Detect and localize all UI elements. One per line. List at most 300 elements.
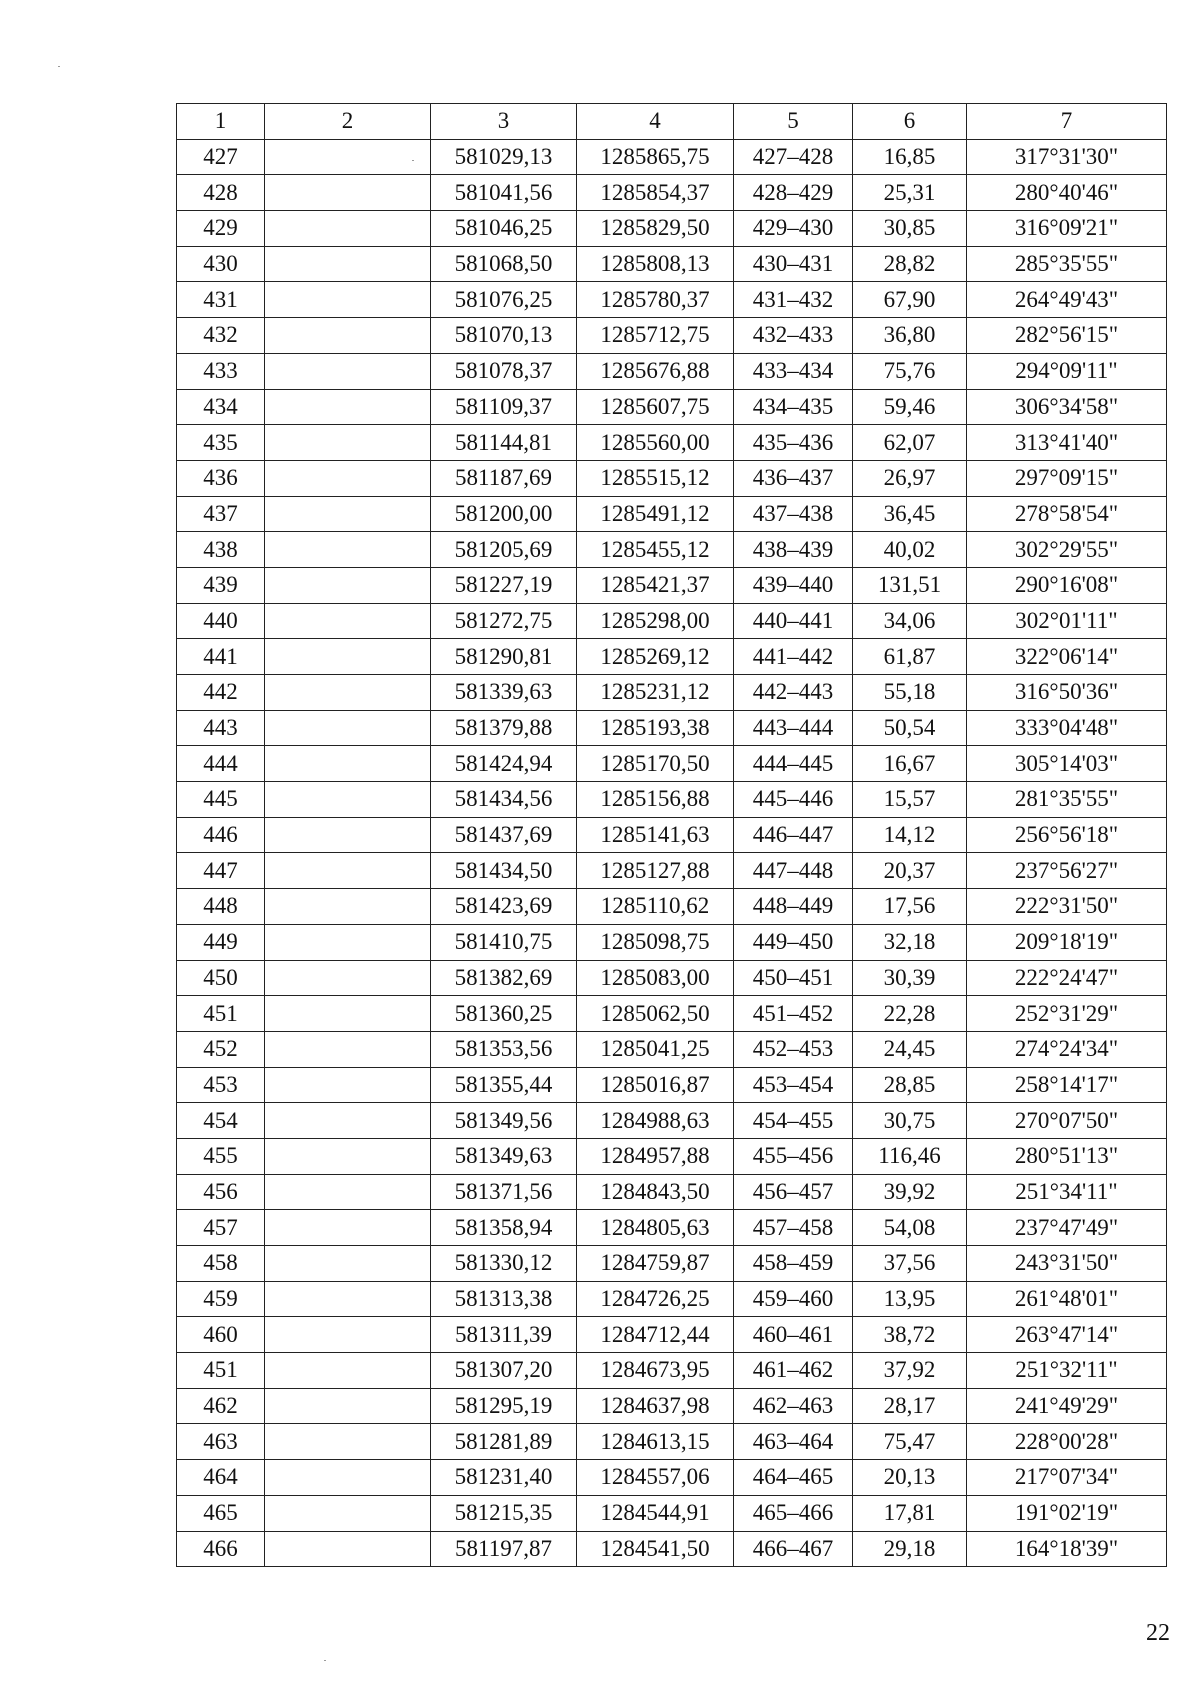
table-row bbox=[177, 496, 1167, 532]
segment-cell: 442–443 bbox=[734, 675, 853, 711]
point-number-cell: 443 bbox=[177, 710, 265, 746]
coordinate-y-cell: 1285193,38 bbox=[577, 710, 734, 746]
segment-cell: 445–446 bbox=[734, 782, 853, 818]
coordinate-x-cell: 581227,19 bbox=[431, 567, 577, 603]
coordinate-y-cell: 1284544,91 bbox=[577, 1495, 734, 1531]
scan-speck bbox=[412, 160, 414, 161]
coordinate-y-cell: 1285127,88 bbox=[577, 853, 734, 889]
table-row bbox=[177, 1424, 1167, 1460]
bearing-cell: 274°24'34" bbox=[967, 1031, 1167, 1067]
point-name-cell bbox=[265, 639, 431, 675]
segment-cell: 455–456 bbox=[734, 1138, 853, 1174]
segment-cell: 439–440 bbox=[734, 567, 853, 603]
bearing-cell: 285°35'55" bbox=[967, 246, 1167, 282]
segment-cell: 438–439 bbox=[734, 532, 853, 568]
point-number-cell: 452 bbox=[177, 1031, 265, 1067]
scan-speck bbox=[324, 1660, 326, 1661]
coordinate-x-cell: 581382,69 bbox=[431, 960, 577, 996]
point-name-cell bbox=[265, 1210, 431, 1246]
table-row bbox=[177, 246, 1167, 282]
bearing-cell: 302°29'55" bbox=[967, 532, 1167, 568]
segment-cell: 427–428 bbox=[734, 139, 853, 175]
coordinate-y-cell: 1285780,37 bbox=[577, 282, 734, 318]
table-row bbox=[177, 389, 1167, 425]
distance-cell: 13,95 bbox=[853, 1281, 967, 1317]
bearing-cell: 316°09'21" bbox=[967, 211, 1167, 247]
coordinate-x-cell: 581330,12 bbox=[431, 1246, 577, 1282]
bearing-cell: 264°49'43" bbox=[967, 282, 1167, 318]
table-row bbox=[177, 1031, 1167, 1067]
coordinate-x-cell: 581215,35 bbox=[431, 1495, 577, 1531]
segment-cell: 450–451 bbox=[734, 960, 853, 996]
point-number-cell: 451 bbox=[177, 1353, 265, 1389]
coordinate-x-cell: 581434,50 bbox=[431, 853, 577, 889]
coordinate-x-cell: 581434,56 bbox=[431, 782, 577, 818]
point-name-cell bbox=[265, 1531, 431, 1567]
bearing-cell: 280°51'13" bbox=[967, 1138, 1167, 1174]
distance-cell: 36,80 bbox=[853, 318, 967, 354]
coordinate-x-cell: 581046,25 bbox=[431, 211, 577, 247]
segment-cell: 431–432 bbox=[734, 282, 853, 318]
table-row bbox=[177, 1103, 1167, 1139]
bearing-cell: 282°56'15" bbox=[967, 318, 1167, 354]
point-name-cell bbox=[265, 211, 431, 247]
point-name-cell bbox=[265, 246, 431, 282]
point-name-cell bbox=[265, 567, 431, 603]
coordinate-y-cell: 1285041,25 bbox=[577, 1031, 734, 1067]
coordinate-y-cell: 1285676,88 bbox=[577, 353, 734, 389]
bearing-cell: 191°02'19" bbox=[967, 1495, 1167, 1531]
coordinate-x-cell: 581379,88 bbox=[431, 710, 577, 746]
point-number-cell: 435 bbox=[177, 425, 265, 461]
distance-cell: 131,51 bbox=[853, 567, 967, 603]
column-header: 5 bbox=[734, 104, 853, 140]
point-number-cell: 459 bbox=[177, 1281, 265, 1317]
point-number-cell: 453 bbox=[177, 1067, 265, 1103]
coordinate-x-cell: 581410,75 bbox=[431, 924, 577, 960]
column-header: 3 bbox=[431, 104, 577, 140]
table-row bbox=[177, 889, 1167, 925]
point-number-cell: 431 bbox=[177, 282, 265, 318]
bearing-cell: 270°07'50" bbox=[967, 1103, 1167, 1139]
bearing-cell: 322°06'14" bbox=[967, 639, 1167, 675]
point-name-cell bbox=[265, 924, 431, 960]
point-name-cell bbox=[265, 960, 431, 996]
coordinate-y-cell: 1284759,87 bbox=[577, 1246, 734, 1282]
point-number-cell: 454 bbox=[177, 1103, 265, 1139]
coordinate-y-cell: 1285231,12 bbox=[577, 675, 734, 711]
coordinate-x-cell: 581353,56 bbox=[431, 1031, 577, 1067]
bearing-cell: 237°56'27" bbox=[967, 853, 1167, 889]
bearing-cell: 290°16'08" bbox=[967, 567, 1167, 603]
table-row bbox=[177, 817, 1167, 853]
bearing-cell: 209°18'19" bbox=[967, 924, 1167, 960]
table-header-row bbox=[177, 104, 1167, 140]
distance-cell: 17,81 bbox=[853, 1495, 967, 1531]
coordinate-y-cell: 1284541,50 bbox=[577, 1531, 734, 1567]
point-name-cell bbox=[265, 1138, 431, 1174]
segment-cell: 461–462 bbox=[734, 1353, 853, 1389]
point-name-cell bbox=[265, 1388, 431, 1424]
bearing-cell: 278°58'54" bbox=[967, 496, 1167, 532]
point-number-cell: 438 bbox=[177, 532, 265, 568]
table-row bbox=[177, 282, 1167, 318]
point-number-cell: 430 bbox=[177, 246, 265, 282]
bearing-cell: 164°18'39" bbox=[967, 1531, 1167, 1567]
distance-cell: 30,39 bbox=[853, 960, 967, 996]
segment-cell: 440–441 bbox=[734, 603, 853, 639]
table-row bbox=[177, 353, 1167, 389]
coordinate-y-cell: 1285865,75 bbox=[577, 139, 734, 175]
segment-cell: 428–429 bbox=[734, 175, 853, 211]
segment-cell: 448–449 bbox=[734, 889, 853, 925]
segment-cell: 460–461 bbox=[734, 1317, 853, 1353]
point-name-cell bbox=[265, 1103, 431, 1139]
point-number-cell: 432 bbox=[177, 318, 265, 354]
distance-cell: 54,08 bbox=[853, 1210, 967, 1246]
table-row bbox=[177, 425, 1167, 461]
table-row bbox=[177, 1246, 1167, 1282]
coordinate-x-cell: 581311,39 bbox=[431, 1317, 577, 1353]
point-number-cell: 457 bbox=[177, 1210, 265, 1246]
segment-cell: 432–433 bbox=[734, 318, 853, 354]
point-name-cell bbox=[265, 318, 431, 354]
distance-cell: 50,54 bbox=[853, 710, 967, 746]
coordinate-y-cell: 1285421,37 bbox=[577, 567, 734, 603]
coordinate-y-cell: 1285170,50 bbox=[577, 746, 734, 782]
point-name-cell bbox=[265, 1246, 431, 1282]
segment-cell: 458–459 bbox=[734, 1246, 853, 1282]
segment-cell: 459–460 bbox=[734, 1281, 853, 1317]
distance-cell: 26,97 bbox=[853, 460, 967, 496]
distance-cell: 37,92 bbox=[853, 1353, 967, 1389]
coordinate-x-cell: 581197,87 bbox=[431, 1531, 577, 1567]
distance-cell: 22,28 bbox=[853, 996, 967, 1032]
point-number-cell: 428 bbox=[177, 175, 265, 211]
column-header: 7 bbox=[967, 104, 1167, 140]
segment-cell: 462–463 bbox=[734, 1388, 853, 1424]
point-name-cell bbox=[265, 889, 431, 925]
coordinate-x-cell: 581041,56 bbox=[431, 175, 577, 211]
table-row bbox=[177, 1495, 1167, 1531]
coordinate-x-cell: 581070,13 bbox=[431, 318, 577, 354]
coordinate-y-cell: 1284673,95 bbox=[577, 1353, 734, 1389]
coordinate-x-cell: 581424,94 bbox=[431, 746, 577, 782]
coordinate-y-cell: 1285156,88 bbox=[577, 782, 734, 818]
distance-cell: 30,75 bbox=[853, 1103, 967, 1139]
bearing-cell: 237°47'49" bbox=[967, 1210, 1167, 1246]
coordinate-y-cell: 1285016,87 bbox=[577, 1067, 734, 1103]
point-number-cell: 446 bbox=[177, 817, 265, 853]
bearing-cell: 228°00'28" bbox=[967, 1424, 1167, 1460]
point-number-cell: 462 bbox=[177, 1388, 265, 1424]
table-row bbox=[177, 746, 1167, 782]
coordinates-table bbox=[176, 103, 1167, 1567]
segment-cell: 463–464 bbox=[734, 1424, 853, 1460]
point-number-cell: 455 bbox=[177, 1138, 265, 1174]
table-row bbox=[177, 1388, 1167, 1424]
table-row bbox=[177, 1067, 1167, 1103]
bearing-cell: 222°31'50" bbox=[967, 889, 1167, 925]
point-name-cell bbox=[265, 746, 431, 782]
coordinate-x-cell: 581295,19 bbox=[431, 1388, 577, 1424]
point-number-cell: 434 bbox=[177, 389, 265, 425]
coordinate-y-cell: 1285491,12 bbox=[577, 496, 734, 532]
distance-cell: 67,90 bbox=[853, 282, 967, 318]
segment-cell: 447–448 bbox=[734, 853, 853, 889]
segment-cell: 457–458 bbox=[734, 1210, 853, 1246]
table-row bbox=[177, 567, 1167, 603]
coordinate-y-cell: 1285712,75 bbox=[577, 318, 734, 354]
coordinate-y-cell: 1284712,44 bbox=[577, 1317, 734, 1353]
segment-cell: 437–438 bbox=[734, 496, 853, 532]
bearing-cell: 251°32'11" bbox=[967, 1353, 1167, 1389]
segment-cell: 451–452 bbox=[734, 996, 853, 1032]
table-row bbox=[177, 318, 1167, 354]
table-row bbox=[177, 710, 1167, 746]
distance-cell: 55,18 bbox=[853, 675, 967, 711]
point-name-cell bbox=[265, 1460, 431, 1496]
segment-cell: 433–434 bbox=[734, 353, 853, 389]
bearing-cell: 294°09'11" bbox=[967, 353, 1167, 389]
coordinate-y-cell: 1284613,15 bbox=[577, 1424, 734, 1460]
coordinate-x-cell: 581187,69 bbox=[431, 460, 577, 496]
coordinate-y-cell: 1285560,00 bbox=[577, 425, 734, 461]
distance-cell: 24,45 bbox=[853, 1031, 967, 1067]
point-number-cell: 449 bbox=[177, 924, 265, 960]
point-name-cell bbox=[265, 1067, 431, 1103]
distance-cell: 15,57 bbox=[853, 782, 967, 818]
coordinate-y-cell: 1285607,75 bbox=[577, 389, 734, 425]
point-name-cell bbox=[265, 282, 431, 318]
table-row bbox=[177, 1531, 1167, 1567]
table-row bbox=[177, 853, 1167, 889]
coordinate-x-cell: 581068,50 bbox=[431, 246, 577, 282]
point-name-cell bbox=[265, 1174, 431, 1210]
distance-cell: 28,82 bbox=[853, 246, 967, 282]
segment-cell: 434–435 bbox=[734, 389, 853, 425]
bearing-cell: 243°31'50" bbox=[967, 1246, 1167, 1282]
coordinate-x-cell: 581272,75 bbox=[431, 603, 577, 639]
point-name-cell bbox=[265, 1424, 431, 1460]
segment-cell: 449–450 bbox=[734, 924, 853, 960]
coordinate-y-cell: 1285854,37 bbox=[577, 175, 734, 211]
point-name-cell bbox=[265, 425, 431, 461]
segment-cell: 466–467 bbox=[734, 1531, 853, 1567]
distance-cell: 38,72 bbox=[853, 1317, 967, 1353]
coordinate-y-cell: 1284988,63 bbox=[577, 1103, 734, 1139]
coordinate-x-cell: 581029,13 bbox=[431, 139, 577, 175]
coordinate-y-cell: 1284843,50 bbox=[577, 1174, 734, 1210]
segment-cell: 446–447 bbox=[734, 817, 853, 853]
table-row bbox=[177, 139, 1167, 175]
table-row bbox=[177, 996, 1167, 1032]
column-header: 6 bbox=[853, 104, 967, 140]
coordinate-y-cell: 1284637,98 bbox=[577, 1388, 734, 1424]
coordinate-x-cell: 581078,37 bbox=[431, 353, 577, 389]
segment-cell: 435–436 bbox=[734, 425, 853, 461]
table-row bbox=[177, 1174, 1167, 1210]
bearing-cell: 313°41'40" bbox=[967, 425, 1167, 461]
coordinate-x-cell: 581205,69 bbox=[431, 532, 577, 568]
point-name-cell bbox=[265, 496, 431, 532]
distance-cell: 28,85 bbox=[853, 1067, 967, 1103]
point-name-cell bbox=[265, 1317, 431, 1353]
segment-cell: 465–466 bbox=[734, 1495, 853, 1531]
point-name-cell bbox=[265, 139, 431, 175]
scan-speck bbox=[58, 66, 60, 67]
bearing-cell: 252°31'29" bbox=[967, 996, 1167, 1032]
coordinate-y-cell: 1285455,12 bbox=[577, 532, 734, 568]
coordinate-x-cell: 581437,69 bbox=[431, 817, 577, 853]
point-number-cell: 456 bbox=[177, 1174, 265, 1210]
distance-cell: 34,06 bbox=[853, 603, 967, 639]
bearing-cell: 261°48'01" bbox=[967, 1281, 1167, 1317]
distance-cell: 30,85 bbox=[853, 211, 967, 247]
coordinate-x-cell: 581358,94 bbox=[431, 1210, 577, 1246]
coordinate-y-cell: 1285808,13 bbox=[577, 246, 734, 282]
column-header: 2 bbox=[265, 104, 431, 140]
point-number-cell: 463 bbox=[177, 1424, 265, 1460]
bearing-cell: 333°04'48" bbox=[967, 710, 1167, 746]
coordinate-x-cell: 581371,56 bbox=[431, 1174, 577, 1210]
distance-cell: 40,02 bbox=[853, 532, 967, 568]
point-number-cell: 444 bbox=[177, 746, 265, 782]
bearing-cell: 317°31'30" bbox=[967, 139, 1167, 175]
point-number-cell: 460 bbox=[177, 1317, 265, 1353]
point-name-cell bbox=[265, 996, 431, 1032]
distance-cell: 39,92 bbox=[853, 1174, 967, 1210]
table-row bbox=[177, 175, 1167, 211]
coordinate-x-cell: 581200,00 bbox=[431, 496, 577, 532]
point-number-cell: 440 bbox=[177, 603, 265, 639]
segment-cell: 464–465 bbox=[734, 1460, 853, 1496]
coordinate-y-cell: 1284805,63 bbox=[577, 1210, 734, 1246]
segment-cell: 453–454 bbox=[734, 1067, 853, 1103]
distance-cell: 75,47 bbox=[853, 1424, 967, 1460]
point-name-cell bbox=[265, 603, 431, 639]
bearing-cell: 258°14'17" bbox=[967, 1067, 1167, 1103]
point-number-cell: 433 bbox=[177, 353, 265, 389]
distance-cell: 62,07 bbox=[853, 425, 967, 461]
coordinate-y-cell: 1285269,12 bbox=[577, 639, 734, 675]
point-name-cell bbox=[265, 853, 431, 889]
bearing-cell: 302°01'11" bbox=[967, 603, 1167, 639]
point-number-cell: 464 bbox=[177, 1460, 265, 1496]
column-header: 4 bbox=[577, 104, 734, 140]
coordinate-x-cell: 581360,25 bbox=[431, 996, 577, 1032]
coordinate-x-cell: 581144,81 bbox=[431, 425, 577, 461]
segment-cell: 444–445 bbox=[734, 746, 853, 782]
bearing-cell: 281°35'55" bbox=[967, 782, 1167, 818]
point-name-cell bbox=[265, 675, 431, 711]
coordinate-y-cell: 1284726,25 bbox=[577, 1281, 734, 1317]
bearing-cell: 297°09'15" bbox=[967, 460, 1167, 496]
coordinate-y-cell: 1285515,12 bbox=[577, 460, 734, 496]
distance-cell: 29,18 bbox=[853, 1531, 967, 1567]
point-name-cell bbox=[265, 1031, 431, 1067]
coordinate-x-cell: 581423,69 bbox=[431, 889, 577, 925]
table-row bbox=[177, 211, 1167, 247]
coordinate-y-cell: 1285110,62 bbox=[577, 889, 734, 925]
point-name-cell bbox=[265, 710, 431, 746]
coordinate-y-cell: 1285298,00 bbox=[577, 603, 734, 639]
point-name-cell bbox=[265, 532, 431, 568]
coordinate-y-cell: 1284557,06 bbox=[577, 1460, 734, 1496]
point-name-cell bbox=[265, 460, 431, 496]
distance-cell: 75,76 bbox=[853, 353, 967, 389]
distance-cell: 61,87 bbox=[853, 639, 967, 675]
point-number-cell: 439 bbox=[177, 567, 265, 603]
point-name-cell bbox=[265, 175, 431, 211]
coordinate-y-cell: 1285083,00 bbox=[577, 960, 734, 996]
bearing-cell: 280°40'46" bbox=[967, 175, 1167, 211]
point-name-cell bbox=[265, 817, 431, 853]
coordinate-x-cell: 581290,81 bbox=[431, 639, 577, 675]
segment-cell: 456–457 bbox=[734, 1174, 853, 1210]
coordinate-x-cell: 581349,63 bbox=[431, 1138, 577, 1174]
segment-cell: 429–430 bbox=[734, 211, 853, 247]
coordinate-y-cell: 1285098,75 bbox=[577, 924, 734, 960]
coordinate-x-cell: 581307,20 bbox=[431, 1353, 577, 1389]
distance-cell: 20,37 bbox=[853, 853, 967, 889]
coordinate-x-cell: 581281,89 bbox=[431, 1424, 577, 1460]
coordinate-x-cell: 581349,56 bbox=[431, 1103, 577, 1139]
table-row bbox=[177, 639, 1167, 675]
table-body bbox=[177, 139, 1167, 1567]
distance-cell: 36,45 bbox=[853, 496, 967, 532]
bearing-cell: 306°34'58" bbox=[967, 389, 1167, 425]
bearing-cell: 222°24'47" bbox=[967, 960, 1167, 996]
distance-cell: 37,56 bbox=[853, 1246, 967, 1282]
segment-cell: 443–444 bbox=[734, 710, 853, 746]
table-row bbox=[177, 675, 1167, 711]
coordinate-y-cell: 1285062,50 bbox=[577, 996, 734, 1032]
point-number-cell: 448 bbox=[177, 889, 265, 925]
table-row bbox=[177, 924, 1167, 960]
distance-cell: 32,18 bbox=[853, 924, 967, 960]
distance-cell: 16,67 bbox=[853, 746, 967, 782]
segment-cell: 441–442 bbox=[734, 639, 853, 675]
distance-cell: 28,17 bbox=[853, 1388, 967, 1424]
bearing-cell: 241°49'29" bbox=[967, 1388, 1167, 1424]
point-number-cell: 429 bbox=[177, 211, 265, 247]
point-number-cell: 465 bbox=[177, 1495, 265, 1531]
bearing-cell: 256°56'18" bbox=[967, 817, 1167, 853]
distance-cell: 14,12 bbox=[853, 817, 967, 853]
distance-cell: 59,46 bbox=[853, 389, 967, 425]
point-number-cell: 466 bbox=[177, 1531, 265, 1567]
coordinate-x-cell: 581076,25 bbox=[431, 282, 577, 318]
coordinate-x-cell: 581313,38 bbox=[431, 1281, 577, 1317]
point-name-cell bbox=[265, 1281, 431, 1317]
coordinate-x-cell: 581355,44 bbox=[431, 1067, 577, 1103]
point-number-cell: 450 bbox=[177, 960, 265, 996]
table-row bbox=[177, 782, 1167, 818]
point-number-cell: 451 bbox=[177, 996, 265, 1032]
table-row bbox=[177, 603, 1167, 639]
bearing-cell: 263°47'14" bbox=[967, 1317, 1167, 1353]
point-number-cell: 437 bbox=[177, 496, 265, 532]
coordinate-x-cell: 581231,40 bbox=[431, 1460, 577, 1496]
distance-cell: 25,31 bbox=[853, 175, 967, 211]
table-row bbox=[177, 1460, 1167, 1496]
coordinate-x-cell: 581109,37 bbox=[431, 389, 577, 425]
distance-cell: 17,56 bbox=[853, 889, 967, 925]
coordinate-x-cell: 581339,63 bbox=[431, 675, 577, 711]
table-row bbox=[177, 1281, 1167, 1317]
page-number: 22 bbox=[1146, 1620, 1170, 1646]
